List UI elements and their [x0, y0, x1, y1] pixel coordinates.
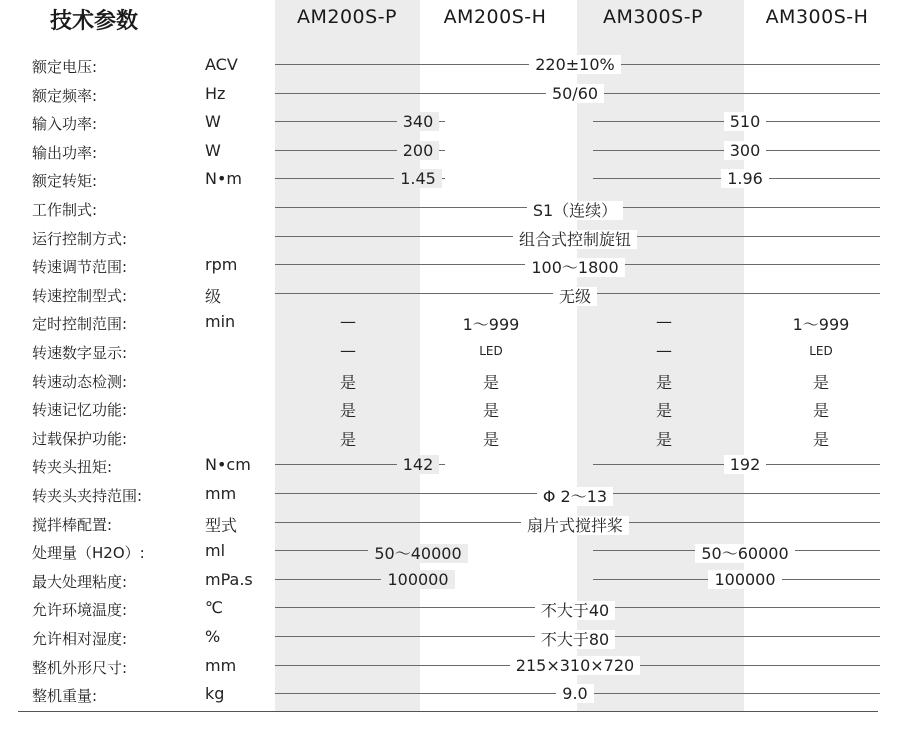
value-text: 300 — [724, 141, 767, 160]
table-row — [0, 51, 900, 79]
table-row — [0, 652, 900, 680]
value-text: 510 — [724, 112, 767, 131]
row-unit: W — [205, 112, 221, 132]
value-cell — [318, 112, 518, 131]
table-row — [0, 394, 900, 422]
row-label: 最大处理粘度: — [32, 572, 128, 591]
value-text: 100000 — [708, 570, 781, 589]
value-text: 是 — [655, 372, 672, 392]
value-text: 215×310×720 — [510, 656, 640, 675]
row-unit: % — [205, 627, 221, 646]
row-label: 额定电压: — [32, 58, 98, 76]
row-label: 转夹头扭矩: — [32, 458, 113, 477]
value-text: 50/60 — [546, 84, 604, 103]
row-label: 转夹头夹持范围: — [32, 487, 143, 505]
value-cell — [318, 570, 518, 589]
value-cell — [318, 141, 518, 160]
value-text: 192 — [724, 455, 767, 474]
table-row — [0, 537, 900, 565]
model-header-am200s-h: AM200S-H — [443, 6, 547, 28]
table-row — [0, 308, 900, 336]
value-cell — [721, 427, 900, 450]
row-unit: 级 — [205, 286, 222, 306]
value-text: — — [656, 341, 672, 360]
value-text: 不大于80 — [535, 630, 615, 649]
table-row — [0, 337, 900, 365]
value-cell — [391, 312, 591, 335]
value-text: LED — [479, 344, 503, 358]
table-row — [0, 451, 900, 479]
row-label: 额定频率: — [32, 86, 98, 105]
table-row — [0, 80, 900, 108]
row-unit: N•cm — [205, 455, 251, 475]
page-title: 技术参数 — [50, 9, 139, 34]
row-label: 处理量（H2O）: — [32, 544, 145, 563]
value-text: 200 — [397, 141, 440, 160]
value-text: 是 — [812, 429, 829, 449]
value-cell — [391, 344, 591, 358]
value-text: 是 — [482, 401, 499, 421]
value-text: 340 — [397, 112, 440, 131]
row-label: 输入功率: — [32, 115, 98, 134]
value-cell — [475, 55, 675, 74]
row-unit: rpm — [205, 255, 238, 275]
row-unit: mm — [205, 655, 237, 675]
row-unit: W — [205, 140, 221, 160]
row-unit: ACV — [205, 55, 238, 74]
value-text: — — [340, 341, 356, 360]
value-cell — [475, 598, 675, 621]
table-row — [0, 194, 900, 222]
value-cell — [475, 84, 675, 103]
value-cell — [721, 370, 900, 393]
table-row — [0, 423, 900, 451]
row-label: 转速数字显示: — [32, 344, 128, 362]
model-header-am200s-p: AM200S-P — [296, 6, 398, 28]
table-row — [0, 566, 900, 594]
value-cell — [475, 627, 675, 650]
value-text: Φ 2～13 — [537, 487, 613, 506]
value-text: 无级 — [553, 287, 597, 306]
table-row — [0, 251, 900, 279]
table-row — [0, 280, 900, 308]
value-cell — [475, 227, 675, 250]
value-text: 组合式控制旋钮 — [513, 230, 637, 249]
table-row — [0, 680, 900, 708]
row-label: 运行控制方式: — [32, 229, 128, 248]
table-row — [0, 623, 900, 651]
value-text: 1.45 — [394, 169, 442, 188]
value-text: — — [340, 312, 356, 332]
row-label: 整机重量: — [32, 687, 98, 706]
value-cell — [475, 513, 675, 536]
value-text: 扇片式搅拌桨 — [521, 516, 629, 535]
value-text: 1～999 — [462, 315, 520, 335]
value-text: 50～60000 — [695, 544, 794, 563]
row-label: 定时控制范围: — [32, 315, 128, 334]
value-text: 220±10% — [529, 55, 621, 74]
value-text: 是 — [812, 401, 829, 421]
row-unit: ℃ — [205, 598, 223, 618]
value-cell — [475, 284, 675, 307]
value-text: 是 — [482, 429, 499, 449]
row-label: 搅拌棒配置: — [32, 515, 113, 534]
row-unit: N•m — [205, 169, 242, 189]
row-label: 转速记忆功能: — [32, 401, 128, 420]
value-text: 100～1800 — [525, 258, 624, 277]
value-cell — [475, 656, 675, 675]
table-row — [0, 165, 900, 193]
row-unit: mm — [205, 484, 237, 503]
table-row — [0, 509, 900, 537]
row-label: 输出功率: — [32, 143, 98, 162]
value-text: 是 — [655, 401, 672, 421]
row-label: 转速动态检测: — [32, 372, 128, 391]
row-unit: 型式 — [205, 515, 238, 535]
value-text: 142 — [397, 455, 440, 474]
model-header-am300s-h: AM300S-H — [765, 6, 869, 28]
table-bottom-rule — [18, 711, 878, 712]
value-cell — [391, 398, 591, 421]
value-cell — [475, 198, 675, 221]
value-text: 是 — [655, 429, 672, 449]
value-text: LED — [809, 344, 833, 358]
value-cell — [391, 370, 591, 393]
value-text: S1（连续） — [527, 201, 623, 220]
value-text: 是 — [339, 401, 356, 421]
table-row — [0, 223, 900, 251]
value-text: 100000 — [381, 570, 454, 589]
value-cell — [645, 169, 845, 188]
value-cell — [645, 112, 845, 131]
row-label: 过载保护功能: — [32, 429, 128, 448]
row-label: 额定转矩: — [32, 172, 98, 191]
value-cell — [318, 169, 518, 188]
value-cell — [721, 312, 900, 335]
row-unit: min — [205, 312, 236, 332]
value-text: 1.96 — [721, 169, 769, 188]
value-cell — [645, 570, 845, 589]
value-text: 是 — [812, 372, 829, 392]
value-cell — [475, 484, 675, 507]
row-label: 允许环境温度: — [32, 601, 128, 620]
table-row — [0, 480, 900, 508]
table-row — [0, 366, 900, 394]
row-unit: mPa.s — [205, 569, 253, 589]
row-unit: kg — [205, 684, 225, 704]
value-cell — [318, 455, 518, 474]
value-cell — [391, 427, 591, 450]
value-cell — [645, 141, 845, 160]
table-row — [0, 137, 900, 165]
row-label: 允许相对湿度: — [32, 630, 128, 648]
value-cell — [475, 684, 675, 703]
value-text: — — [656, 312, 672, 332]
row-label: 转速控制型式: — [32, 286, 128, 305]
value-text: 是 — [482, 372, 499, 392]
table-row — [0, 108, 900, 136]
value-cell — [721, 344, 900, 358]
value-text: 1～999 — [792, 315, 850, 335]
value-text: 不大于40 — [535, 601, 615, 620]
value-cell — [645, 541, 845, 564]
table-row — [0, 594, 900, 622]
value-text: 9.0 — [556, 684, 593, 703]
value-text: 是 — [339, 372, 356, 392]
row-label: 转速调节范围: — [32, 258, 128, 277]
value-cell — [318, 541, 518, 564]
row-unit: ml — [205, 541, 226, 561]
model-header-am300s-p: AM300S-P — [602, 6, 704, 28]
value-cell — [645, 455, 845, 474]
value-text: 是 — [339, 429, 356, 449]
value-text: 50～40000 — [368, 544, 467, 563]
row-unit: Hz — [205, 83, 226, 103]
row-label: 整机外形尺寸: — [32, 658, 128, 677]
row-label: 工作制式: — [32, 201, 98, 219]
value-cell — [475, 255, 675, 278]
value-cell — [721, 398, 900, 421]
